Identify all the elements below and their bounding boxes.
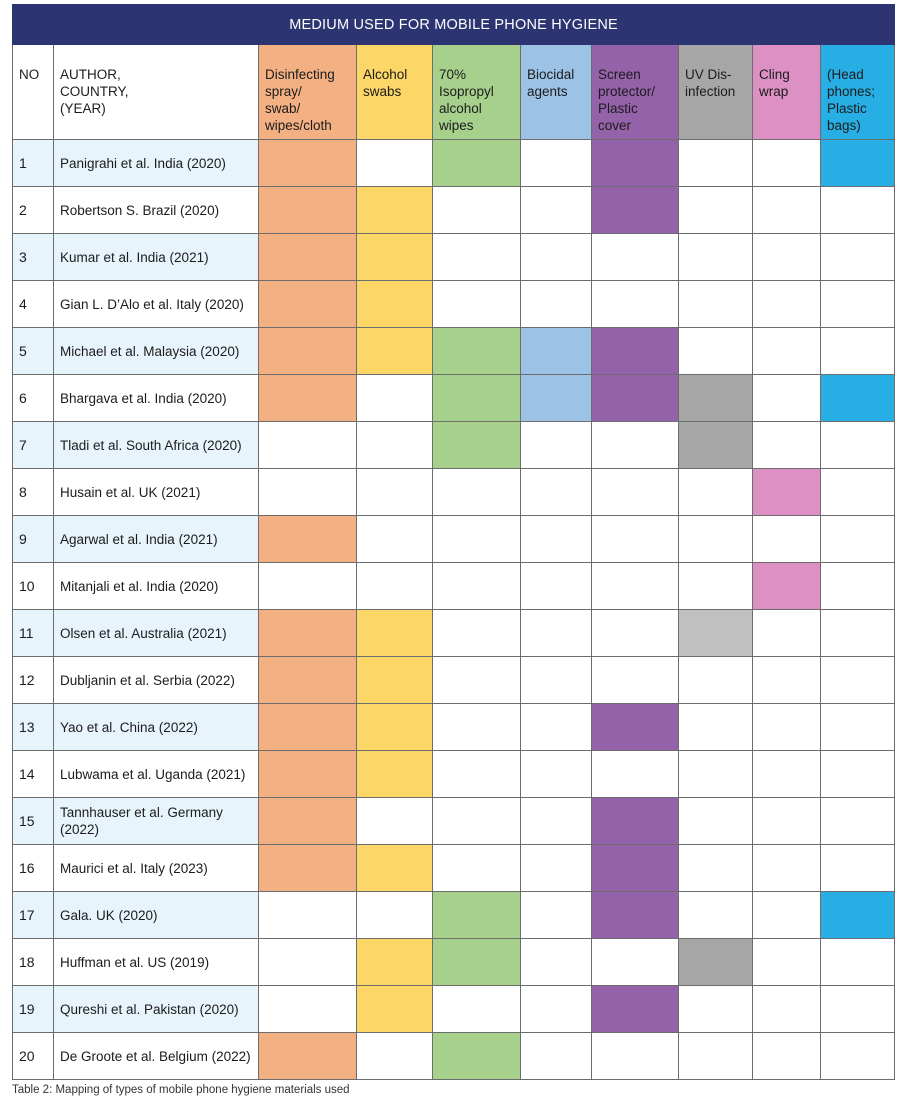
- header-head-label: [821, 45, 894, 134]
- header-label-line: Screen: [598, 67, 641, 82]
- header-label-line: wipes: [439, 118, 474, 133]
- table-row: [13, 610, 895, 657]
- row-author: Robertson S. Brazil (2020): [54, 187, 259, 234]
- mark-cell-bio: [521, 657, 592, 704]
- mark-cell-spray: [259, 328, 357, 375]
- mark-cell-screen: [592, 422, 679, 469]
- mark-cell-bio: [521, 1033, 592, 1080]
- header-label-line: Isopropyl: [439, 84, 494, 99]
- header-label-line: cover: [598, 118, 632, 133]
- mark-cell-iso: [433, 563, 521, 610]
- mark-cell-screen: [592, 281, 679, 328]
- mark-cell-cling: [753, 281, 821, 328]
- table-row: [13, 892, 895, 939]
- row-number: 19: [13, 986, 54, 1033]
- mark-cell-cling: [753, 422, 821, 469]
- table-container: [12, 4, 894, 1096]
- header-bio-label: [521, 45, 591, 100]
- mark-cell-uv: [679, 610, 753, 657]
- mark-cell-bio: [521, 187, 592, 234]
- row-number: 16: [13, 845, 54, 892]
- header-label-line: (Head: [827, 67, 864, 82]
- table-row: [13, 986, 895, 1033]
- row-author: Yao et al. China (2022): [54, 704, 259, 751]
- header-screen: [592, 45, 679, 140]
- header-author-line: COUNTRY,: [60, 84, 129, 99]
- mark-cell-bio: [521, 140, 592, 187]
- row-number: 14: [13, 751, 54, 798]
- mark-cell-alcohol: [357, 563, 433, 610]
- mark-cell-iso: [433, 798, 521, 845]
- mark-cell-iso: [433, 704, 521, 751]
- header-label-line: 70%: [439, 67, 467, 82]
- table-row: [13, 516, 895, 563]
- mark-cell-bio: [521, 751, 592, 798]
- mark-cell-spray: [259, 610, 357, 657]
- mark-cell-head: [821, 328, 895, 375]
- row-author: Kumar et al. India (2021): [54, 234, 259, 281]
- header-label-line: Biocidal: [527, 67, 575, 82]
- mark-cell-head: [821, 422, 895, 469]
- mark-cell-iso: [433, 140, 521, 187]
- mark-cell-screen: [592, 939, 679, 986]
- mark-cell-alcohol: [357, 939, 433, 986]
- mark-cell-alcohol: [357, 328, 433, 375]
- row-number: 20: [13, 1033, 54, 1080]
- mark-cell-alcohol: [357, 704, 433, 751]
- table-row: [13, 751, 895, 798]
- mark-cell-spray: [259, 375, 357, 422]
- row-number: 18: [13, 939, 54, 986]
- header-screen-label: [592, 45, 678, 134]
- mark-cell-bio: [521, 986, 592, 1033]
- mark-cell-uv: [679, 516, 753, 563]
- mark-cell-bio: [521, 939, 592, 986]
- mark-cell-head: [821, 657, 895, 704]
- table-row: [13, 939, 895, 986]
- mark-cell-iso: [433, 375, 521, 422]
- mark-cell-iso: [433, 939, 521, 986]
- row-number: 1: [13, 140, 54, 187]
- mark-cell-screen: [592, 563, 679, 610]
- mark-cell-head: [821, 892, 895, 939]
- mark-cell-alcohol: [357, 281, 433, 328]
- mark-cell-uv: [679, 939, 753, 986]
- header-author-line: AUTHOR,: [60, 67, 121, 82]
- mark-cell-head: [821, 610, 895, 657]
- mark-cell-uv: [679, 1033, 753, 1080]
- mark-cell-cling: [753, 845, 821, 892]
- mark-cell-cling: [753, 939, 821, 986]
- mark-cell-iso: [433, 845, 521, 892]
- mark-cell-alcohol: [357, 516, 433, 563]
- mark-cell-head: [821, 798, 895, 845]
- mark-cell-iso: [433, 187, 521, 234]
- mark-cell-head: [821, 939, 895, 986]
- row-author: Tladi et al. South Africa (2020): [54, 422, 259, 469]
- header-uv-label: [679, 45, 752, 100]
- mark-cell-bio: [521, 845, 592, 892]
- row-author: Bhargava et al. India (2020): [54, 375, 259, 422]
- mark-cell-bio: [521, 328, 592, 375]
- row-number: 6: [13, 375, 54, 422]
- mark-cell-spray: [259, 657, 357, 704]
- header-label-line: swabs: [363, 84, 402, 99]
- mark-cell-uv: [679, 469, 753, 516]
- row-author: Qureshi et al. Pakistan (2020): [54, 986, 259, 1033]
- mark-cell-screen: [592, 845, 679, 892]
- mark-cell-screen: [592, 187, 679, 234]
- table-row: [13, 469, 895, 516]
- mark-cell-cling: [753, 187, 821, 234]
- header-no-label: NO: [19, 67, 40, 82]
- mark-cell-spray: [259, 422, 357, 469]
- mark-cell-iso: [433, 281, 521, 328]
- row-number: 15: [13, 798, 54, 845]
- header-label-line: agents: [527, 84, 568, 99]
- table-row: [13, 281, 895, 328]
- header-alcohol: [357, 45, 433, 140]
- header-label-line: Plastic: [827, 101, 867, 116]
- mark-cell-spray: [259, 187, 357, 234]
- mark-cell-cling: [753, 751, 821, 798]
- header-label-line: Alcohol: [363, 67, 408, 82]
- row-number: 9: [13, 516, 54, 563]
- row-author: Gian L. D’Alo et al. Italy (2020): [54, 281, 259, 328]
- mark-cell-bio: [521, 798, 592, 845]
- table-row: [13, 563, 895, 610]
- mark-cell-uv: [679, 986, 753, 1033]
- header-row: [13, 45, 895, 140]
- mark-cell-bio: [521, 610, 592, 657]
- header-author-line: (YEAR): [60, 101, 106, 116]
- mark-cell-head: [821, 845, 895, 892]
- table-row: [13, 375, 895, 422]
- mark-cell-spray: [259, 563, 357, 610]
- mark-cell-uv: [679, 751, 753, 798]
- mark-cell-head: [821, 704, 895, 751]
- mark-cell-spray: [259, 939, 357, 986]
- header-label-line: swab/: [265, 101, 301, 116]
- mark-cell-iso: [433, 986, 521, 1033]
- mark-cell-iso: [433, 422, 521, 469]
- mark-cell-spray: [259, 751, 357, 798]
- mark-cell-spray: [259, 140, 357, 187]
- header-cling: [753, 45, 821, 140]
- row-author: Maurici et al. Italy (2023): [54, 845, 259, 892]
- mark-cell-cling: [753, 610, 821, 657]
- row-number: 8: [13, 469, 54, 516]
- mark-cell-bio: [521, 469, 592, 516]
- mark-cell-spray: [259, 986, 357, 1033]
- mark-cell-cling: [753, 1033, 821, 1080]
- mark-cell-uv: [679, 422, 753, 469]
- table-row: [13, 798, 895, 845]
- header-label-line: UV Dis-: [685, 67, 732, 82]
- mark-cell-head: [821, 986, 895, 1033]
- mark-cell-uv: [679, 892, 753, 939]
- mark-cell-uv: [679, 563, 753, 610]
- mark-cell-bio: [521, 422, 592, 469]
- mark-cell-alcohol: [357, 234, 433, 281]
- row-author: Tannhauser et al. Germany (2022): [54, 798, 259, 845]
- mark-cell-screen: [592, 234, 679, 281]
- header-label-line: bags): [827, 118, 861, 133]
- row-number: 5: [13, 328, 54, 375]
- mark-cell-alcohol: [357, 422, 433, 469]
- header-iso: [433, 45, 521, 140]
- mark-cell-spray: [259, 516, 357, 563]
- header-spray-label: [259, 45, 356, 134]
- mark-cell-head: [821, 234, 895, 281]
- mark-cell-alcohol: [357, 798, 433, 845]
- header-uv: [679, 45, 753, 140]
- header-label-line: alcohol: [439, 101, 482, 116]
- mark-cell-screen: [592, 986, 679, 1033]
- header-label-line: phones;: [827, 84, 876, 99]
- mark-cell-head: [821, 281, 895, 328]
- mark-cell-bio: [521, 563, 592, 610]
- table-row: [13, 1033, 895, 1080]
- table-row: [13, 187, 895, 234]
- mark-cell-alcohol: [357, 469, 433, 516]
- mark-cell-bio: [521, 516, 592, 563]
- row-author: Agarwal et al. India (2021): [54, 516, 259, 563]
- header-label-line: protector/: [598, 84, 656, 99]
- mark-cell-alcohol: [357, 1033, 433, 1080]
- header-label-line: spray/: [265, 84, 302, 99]
- header-alcohol-label: [357, 45, 432, 100]
- row-number: 12: [13, 657, 54, 704]
- mark-cell-screen: [592, 375, 679, 422]
- mark-cell-cling: [753, 892, 821, 939]
- mark-cell-uv: [679, 187, 753, 234]
- mark-cell-head: [821, 140, 895, 187]
- row-author: Gala. UK (2020): [54, 892, 259, 939]
- mark-cell-alcohol: [357, 845, 433, 892]
- mark-cell-alcohol: [357, 657, 433, 704]
- row-author: Michael et al. Malaysia (2020): [54, 328, 259, 375]
- table-title: MEDIUM USED FOR MOBILE PHONE HYGIENE: [13, 5, 895, 45]
- mark-cell-iso: [433, 516, 521, 563]
- mark-cell-alcohol: [357, 892, 433, 939]
- mark-cell-screen: [592, 516, 679, 563]
- row-number: 13: [13, 704, 54, 751]
- row-number: 7: [13, 422, 54, 469]
- mark-cell-screen: [592, 751, 679, 798]
- mark-cell-iso: [433, 1033, 521, 1080]
- mark-cell-screen: [592, 469, 679, 516]
- mark-cell-uv: [679, 234, 753, 281]
- mark-cell-head: [821, 375, 895, 422]
- mark-cell-cling: [753, 234, 821, 281]
- mark-cell-screen: [592, 798, 679, 845]
- mark-cell-cling: [753, 516, 821, 563]
- mark-cell-alcohol: [357, 751, 433, 798]
- table-row: [13, 328, 895, 375]
- header-cling-label: [753, 45, 820, 100]
- mark-cell-iso: [433, 657, 521, 704]
- table-body: [13, 140, 895, 1080]
- header-bio: [521, 45, 592, 140]
- mark-cell-cling: [753, 469, 821, 516]
- header-label-line: Plastic: [598, 101, 638, 116]
- mark-cell-bio: [521, 892, 592, 939]
- row-number: 4: [13, 281, 54, 328]
- table-row: [13, 140, 895, 187]
- mark-cell-bio: [521, 281, 592, 328]
- row-author: Lubwama et al. Uganda (2021): [54, 751, 259, 798]
- mark-cell-alcohol: [357, 986, 433, 1033]
- mark-cell-alcohol: [357, 610, 433, 657]
- mark-cell-head: [821, 563, 895, 610]
- mark-cell-spray: [259, 1033, 357, 1080]
- mark-cell-bio: [521, 234, 592, 281]
- mark-cell-cling: [753, 328, 821, 375]
- mark-cell-spray: [259, 704, 357, 751]
- header-author-label: [54, 45, 258, 117]
- mark-cell-uv: [679, 328, 753, 375]
- mark-cell-iso: [433, 892, 521, 939]
- mark-cell-screen: [592, 704, 679, 751]
- mark-cell-uv: [679, 657, 753, 704]
- table-row: [13, 845, 895, 892]
- mark-cell-bio: [521, 704, 592, 751]
- mark-cell-spray: [259, 234, 357, 281]
- mark-cell-iso: [433, 751, 521, 798]
- mark-cell-uv: [679, 845, 753, 892]
- mark-cell-spray: [259, 845, 357, 892]
- mark-cell-screen: [592, 892, 679, 939]
- header-label-line: wipes/cloth: [265, 118, 332, 133]
- row-author: Dubljanin et al. Serbia (2022): [54, 657, 259, 704]
- mark-cell-uv: [679, 375, 753, 422]
- mark-cell-spray: [259, 798, 357, 845]
- header-label-line: Cling: [759, 67, 790, 82]
- mark-cell-spray: [259, 892, 357, 939]
- mark-cell-screen: [592, 1033, 679, 1080]
- header-head: [821, 45, 895, 140]
- mark-cell-head: [821, 751, 895, 798]
- mark-cell-cling: [753, 375, 821, 422]
- mark-cell-uv: [679, 704, 753, 751]
- mark-cell-iso: [433, 469, 521, 516]
- mark-cell-cling: [753, 704, 821, 751]
- table-caption: Table 2: Mapping of types of mobile phone hygiene materials used: [12, 1084, 350, 1096]
- mark-cell-alcohol: [357, 140, 433, 187]
- mark-cell-iso: [433, 610, 521, 657]
- row-author: Panigrahi et al. India (2020): [54, 140, 259, 187]
- table-row: [13, 704, 895, 751]
- mark-cell-uv: [679, 798, 753, 845]
- row-number: 11: [13, 610, 54, 657]
- mark-cell-cling: [753, 140, 821, 187]
- mark-cell-iso: [433, 234, 521, 281]
- header-label-line: wrap: [759, 84, 789, 99]
- row-number: 3: [13, 234, 54, 281]
- mark-cell-iso: [433, 328, 521, 375]
- row-author: De Groote et al. Belgium (2022): [54, 1033, 259, 1080]
- table-row: [13, 422, 895, 469]
- mark-cell-alcohol: [357, 375, 433, 422]
- header-label-line: infection: [685, 84, 736, 99]
- hygiene-table: [12, 4, 895, 1080]
- mark-cell-head: [821, 516, 895, 563]
- mark-cell-screen: [592, 610, 679, 657]
- mark-cell-head: [821, 187, 895, 234]
- mark-cell-screen: [592, 657, 679, 704]
- row-author: Mitanjali et al. India (2020): [54, 563, 259, 610]
- mark-cell-bio: [521, 375, 592, 422]
- header-label-line: Disinfecting: [265, 67, 335, 82]
- table-row: [13, 234, 895, 281]
- mark-cell-uv: [679, 140, 753, 187]
- row-number: 2: [13, 187, 54, 234]
- row-author: Husain et al. UK (2021): [54, 469, 259, 516]
- mark-cell-alcohol: [357, 187, 433, 234]
- table-row: [13, 657, 895, 704]
- mark-cell-spray: [259, 469, 357, 516]
- mark-cell-spray: [259, 281, 357, 328]
- header-spray: [259, 45, 357, 140]
- mark-cell-cling: [753, 563, 821, 610]
- row-number: 17: [13, 892, 54, 939]
- row-number: 10: [13, 563, 54, 610]
- header-iso-label: [433, 45, 520, 134]
- row-author: Huffman et al. US (2019): [54, 939, 259, 986]
- mark-cell-head: [821, 469, 895, 516]
- row-author: Olsen et al. Australia (2021): [54, 610, 259, 657]
- mark-cell-screen: [592, 140, 679, 187]
- header-no: [13, 45, 54, 140]
- mark-cell-uv: [679, 281, 753, 328]
- mark-cell-head: [821, 1033, 895, 1080]
- mark-cell-cling: [753, 657, 821, 704]
- header-author: [54, 45, 259, 140]
- mark-cell-screen: [592, 328, 679, 375]
- mark-cell-cling: [753, 798, 821, 845]
- mark-cell-cling: [753, 986, 821, 1033]
